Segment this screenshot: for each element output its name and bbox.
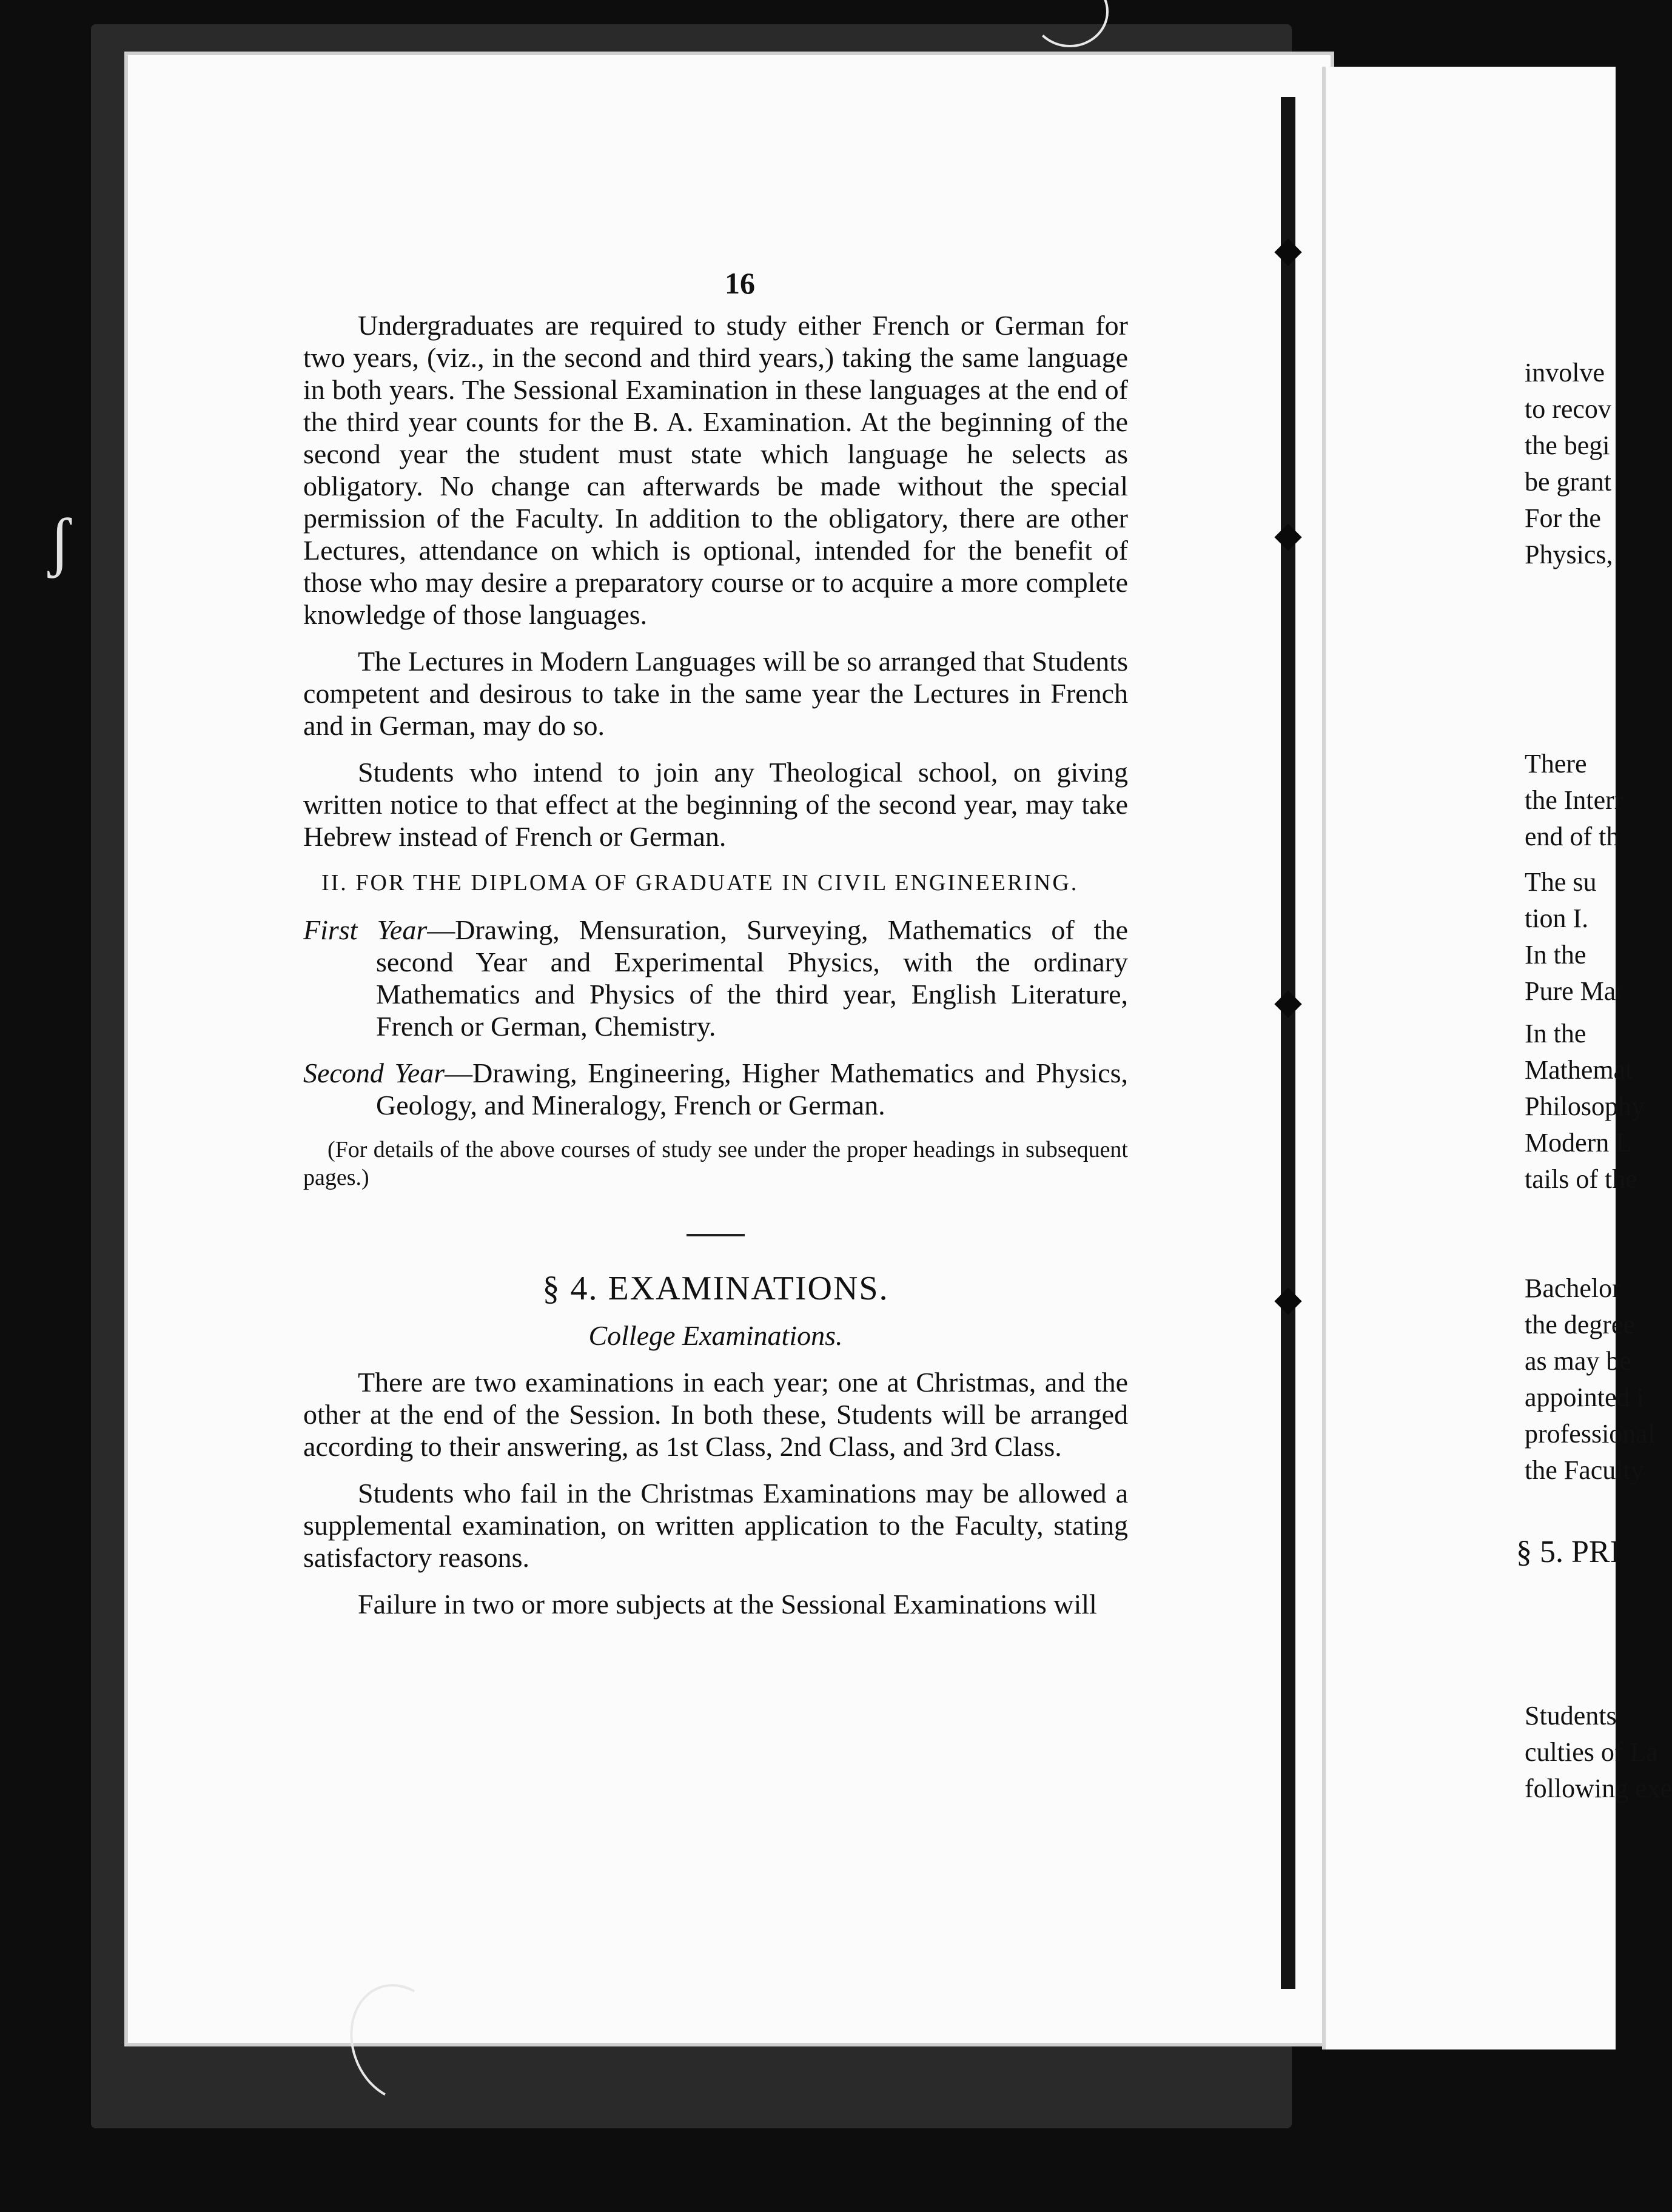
first-year-label: First Year [303, 914, 428, 945]
right-block-2 [1525, 746, 1623, 855]
left-page-text [303, 309, 1128, 1635]
page-number: 16 [725, 266, 755, 300]
right-line: tion I. [1525, 903, 1589, 933]
right-line: the Faculty [1525, 1455, 1644, 1485]
right-line: professional [1525, 1419, 1656, 1449]
right-section-heading: § 5. PRI [1516, 1535, 1620, 1569]
paragraph-failure: Failure in two or more subjects at the Sessional Examinations will [358, 1589, 1097, 1620]
second-year-text: —Drawing, Engineering, Higher Mathematics and Physics, Geology, and Mineralogy, French or German. [376, 1057, 1129, 1121]
right-line: culties of La [1525, 1737, 1658, 1767]
right-line: For the [1525, 503, 1601, 533]
right-line: to recov [1525, 394, 1611, 424]
right-line: end of th [1525, 822, 1620, 851]
right-block-6 [1525, 1270, 1656, 1489]
right-line: tails of the [1525, 1164, 1637, 1194]
right-line: involve [1525, 358, 1605, 387]
right-line: appointed i [1525, 1382, 1644, 1412]
paragraph-supplemental: Students who fail in the Christmas Examinations may be allowed a supplemental examination, on written application to the Faculty, stating satisfactory reasons. [303, 1478, 1128, 1573]
right-line: Pure Mat [1525, 976, 1623, 1006]
right-line: following exe [1525, 1774, 1672, 1803]
right-line: Bachelor [1525, 1273, 1621, 1303]
margin-mark: ʃ [49, 504, 71, 578]
right-block-7 [1525, 1698, 1672, 1807]
right-line: There [1525, 749, 1587, 779]
right-line: The su [1525, 867, 1597, 897]
right-line: In the [1525, 940, 1586, 970]
right-line: the degree [1525, 1310, 1635, 1339]
right-line: the Interr [1525, 785, 1623, 815]
right-line: as may be [1525, 1346, 1631, 1376]
right-block-4 [1525, 937, 1623, 1010]
right-block-5 [1525, 1016, 1645, 1198]
paragraph-languages: Undergraduates are required to study either French or German for two years, (viz., in the second and third years,) taking the same language in both years. The Sessional Examination in these languages at the end of the third year counts for the B. A. Examination. At the beginning of the second year the student must state which language he selects as obligatory. No change can afterwards be made without the special permission of the Faculty. In addition to the obligatory, there are other Lectures, attendance on which is optional, intended for the benefit of those who may desire a preparatory course or to acquire a more complete knowledge of those languages. [303, 310, 1128, 630]
section-divider [687, 1234, 745, 1236]
right-line: be grant [1525, 467, 1611, 497]
paragraph-hebrew: Students who intend to join any Theological school, on giving written notice to that effect at the beginning of the second year, may take Hebrew instead of French or German. [303, 757, 1128, 852]
second-year-label: Second Year [303, 1057, 445, 1088]
right-line: Modern L [1525, 1128, 1633, 1158]
right-block-3 [1525, 864, 1616, 937]
section-subtitle: College Examinations. [588, 1320, 843, 1351]
right-line: the begi [1525, 431, 1610, 460]
second-year-entry [303, 1057, 1128, 1121]
section-title: § 4. EXAMINATIONS. [542, 1270, 889, 1307]
right-line: Physics, [1525, 540, 1613, 569]
right-line: Philosophy [1525, 1091, 1645, 1121]
paragraph-lectures: The Lectures in Modern Languages will be so arranged that Students competent and desirous to take in the same year the Lectures in French and in German, may do so. [303, 646, 1128, 741]
details-note: (For details of the above courses of study see under the proper headings in subsequent pages.) [303, 1137, 1128, 1190]
first-year-text: —Drawing, Mensuration, Surveying, Mathematics of the second Year and Experimental Physics, with the ordinary Mathematics and Physics of the third year, English Literature, French or German, Chemistry. [376, 914, 1129, 1042]
book-gutter [1281, 97, 1295, 1989]
right-line: In the [1525, 1019, 1586, 1048]
right-line: Mathemat [1525, 1055, 1633, 1085]
diploma-heading: II. FOR THE DIPLOMA OF GRADUATE IN CIVIL ENGINEERING. [321, 870, 1079, 896]
right-block-1 [1525, 355, 1616, 573]
right-line: Students [1525, 1701, 1617, 1731]
first-year-entry [303, 914, 1128, 1042]
paragraph-two-exams: There are two examinations in each year; one at Christmas, and the other at the end of the Session. In both these, Students will be arranged according to their answering, as 1st Class, 2nd Class, and 3rd Class. [303, 1367, 1128, 1462]
